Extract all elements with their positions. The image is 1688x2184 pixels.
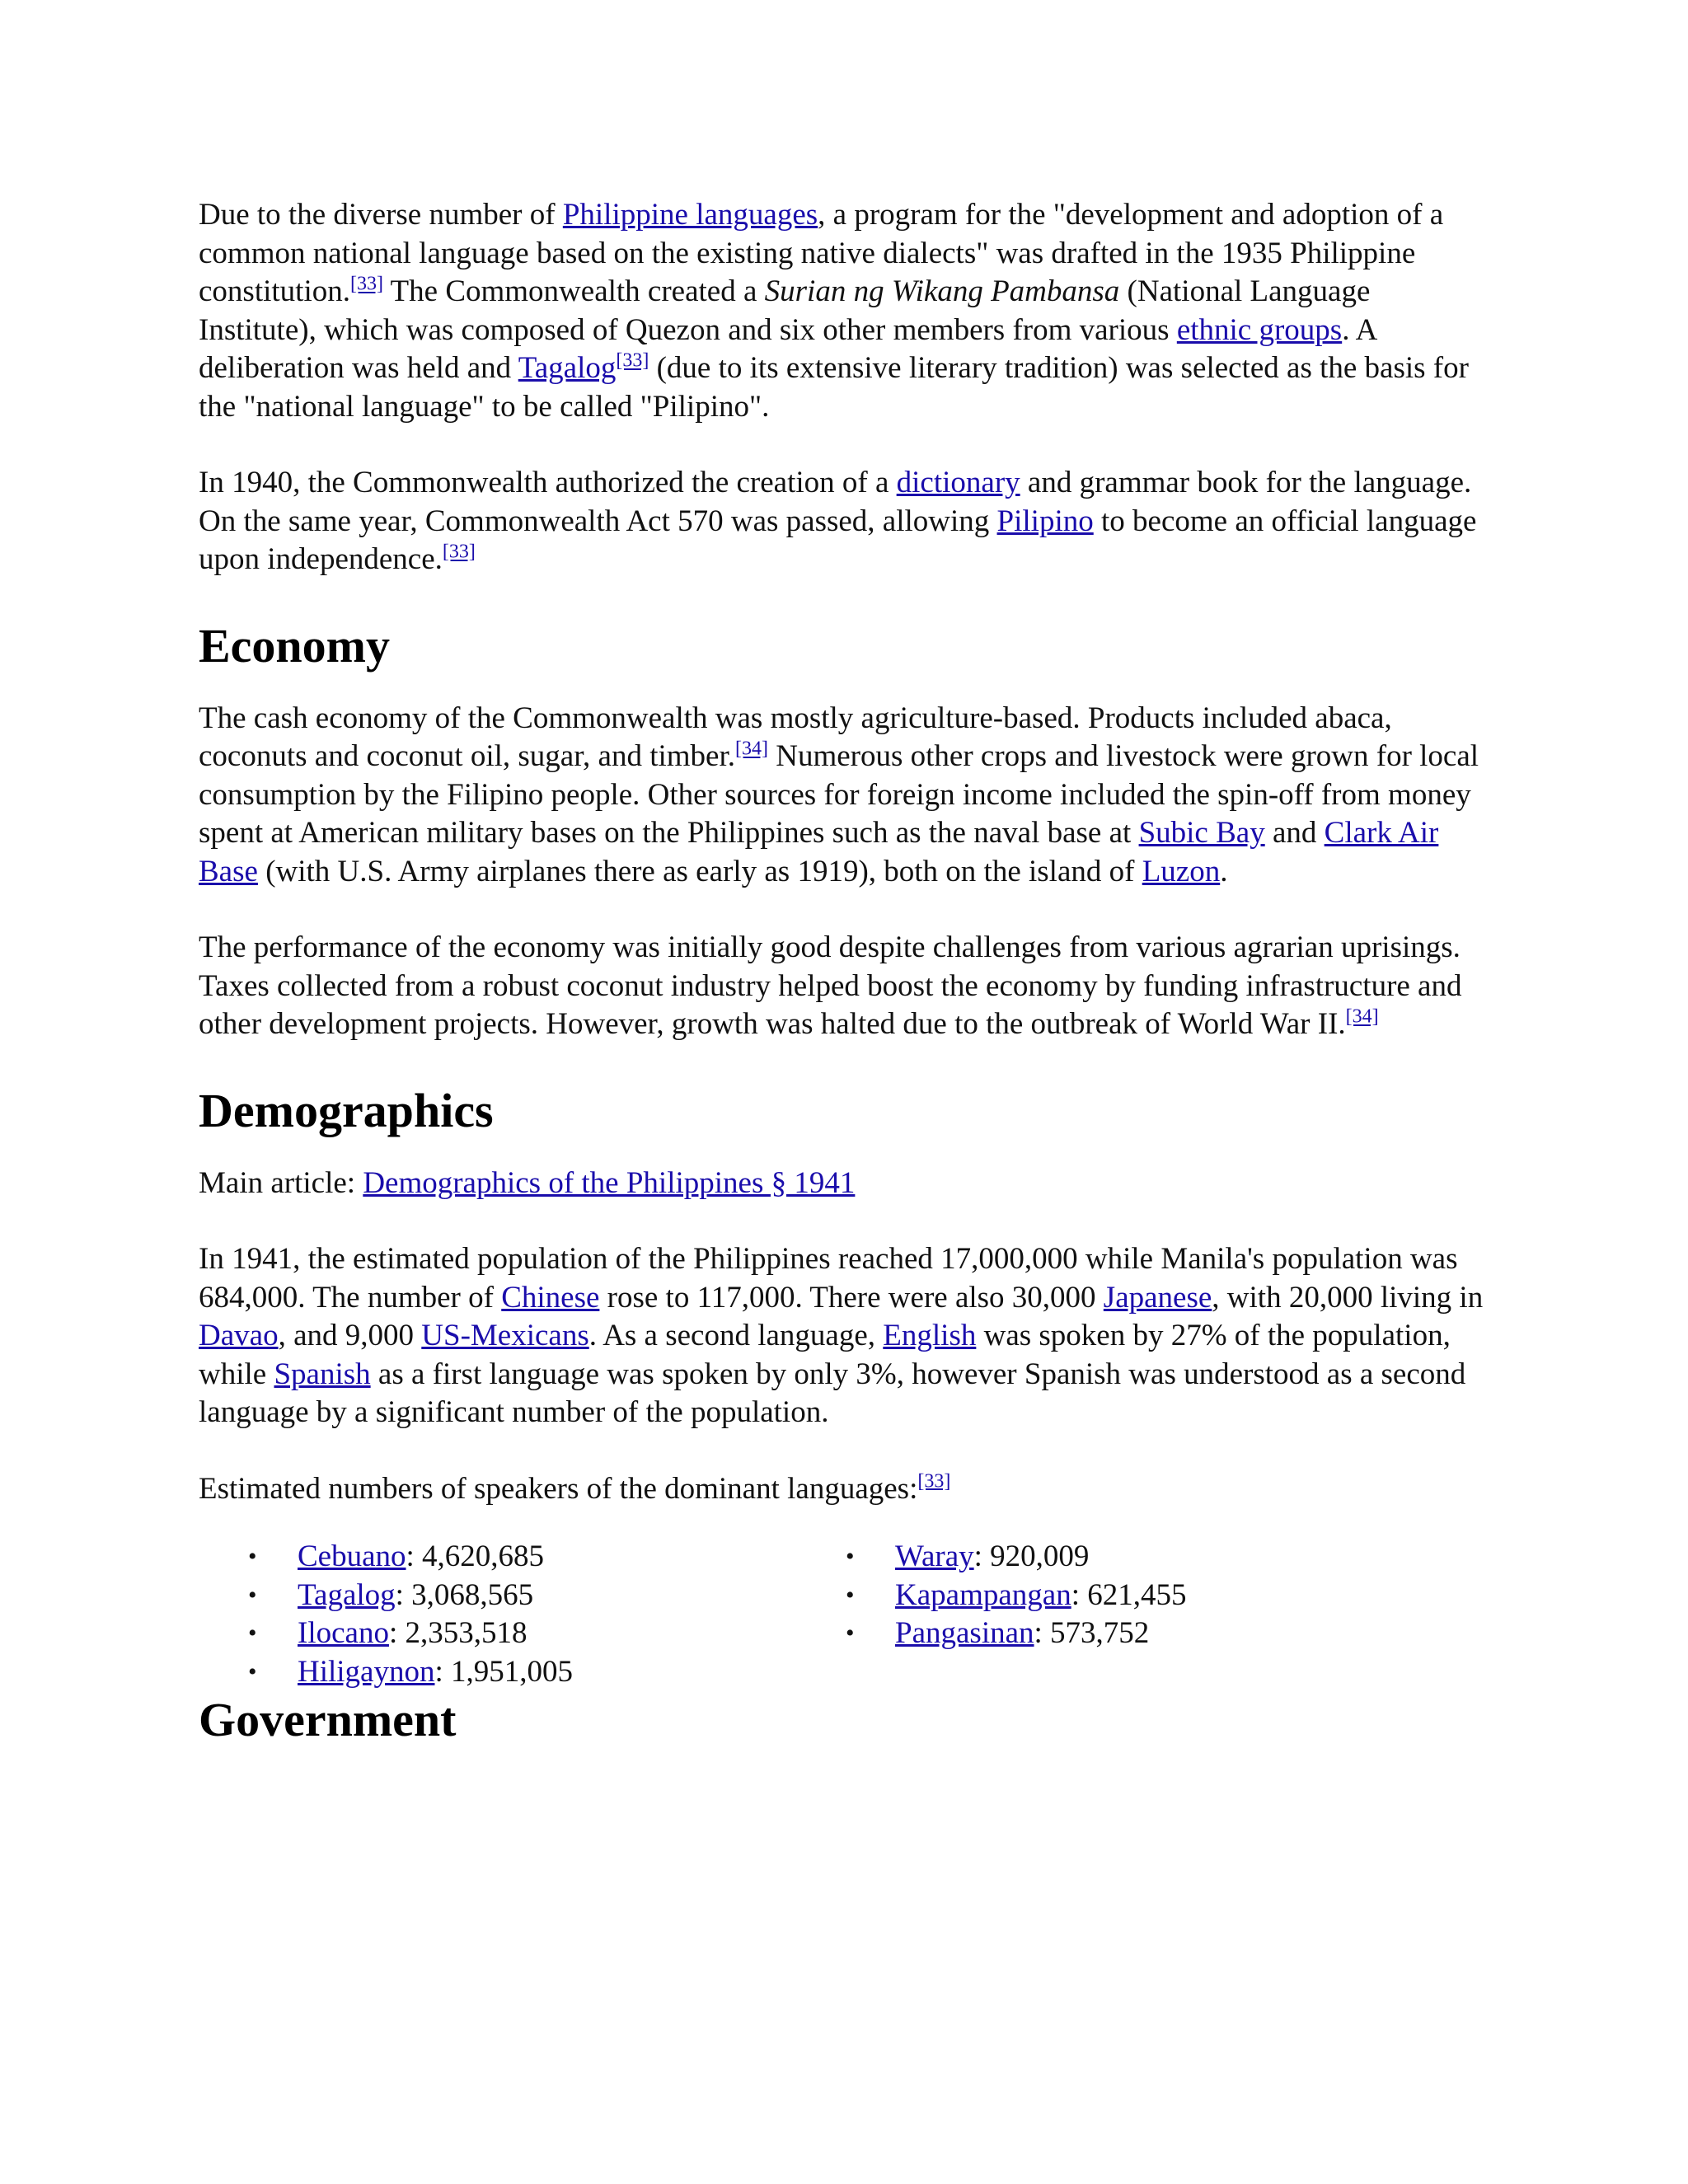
speaker-count: : 4,620,685: [406, 1540, 545, 1573]
bullet-icon: •: [248, 1543, 257, 1570]
link-hiligaynon[interactable]: Hiligaynon: [298, 1654, 435, 1689]
link-cebuano[interactable]: Cebuano: [298, 1540, 406, 1573]
citation-link[interactable]: [33]: [616, 349, 649, 372]
text: (with U.S. Army airplanes there as early as 1919), both on the island of: [257, 854, 1142, 888]
language-list: [199, 1538, 895, 1691]
language-list: [846, 1538, 1187, 1653]
list-item: [846, 1615, 1186, 1653]
bullet-icon: •: [248, 1619, 257, 1647]
citation-link[interactable]: [34]: [735, 738, 768, 760]
citation-ref[interactable]: [350, 274, 383, 295]
text: and grammar book for the language. On the same year, Commonwealth Act 570 was passed, allowing: [199, 466, 1472, 538]
heading-government: Government: [199, 1693, 457, 1746]
paragraph-dictionary: [199, 464, 1493, 579]
text: (due to its extensive literary tradition) was selected as the basis for the "national language" to be called "Pilipino".: [199, 351, 1469, 424]
main-article-label: Main article:: [199, 1165, 363, 1200]
paragraph-economy-1: [199, 700, 1493, 892]
list-item: [846, 1538, 1186, 1577]
link-us-mexicans[interactable]: US-Mexicans: [421, 1319, 589, 1352]
text: Due to the diverse number of: [199, 198, 563, 232]
bullet-icon: •: [248, 1657, 257, 1685]
citation-ref[interactable]: [1346, 1006, 1379, 1028]
link-dictionary[interactable]: dictionary: [896, 466, 1020, 499]
link-pilipino[interactable]: Pilipino: [996, 504, 1094, 538]
text: was spoken by 27% of the population, while: [199, 1319, 1451, 1391]
link-philippine-languages[interactable]: Philippine languages: [562, 198, 818, 232]
text: rose to 117,000. There were also 30,000: [599, 1280, 1104, 1315]
text: Estimated numbers of speakers of the dominant languages:: [199, 1471, 918, 1506]
link-waray[interactable]: Waray: [895, 1540, 974, 1573]
text: . A deliberation was held and: [199, 312, 1376, 385]
link-japanese[interactable]: Japanese: [1103, 1280, 1212, 1315]
list-item: [248, 1615, 895, 1653]
citation-link[interactable]: [34]: [1345, 1005, 1379, 1028]
article-body: [199, 196, 1493, 1774]
speakers-intro: [199, 1470, 1493, 1509]
heading-demographics: Demographics: [199, 1083, 494, 1137]
link-main-article[interactable]: Demographics of the Philippines § 1941: [363, 1165, 856, 1200]
link-clark-air-base[interactable]: Clark Air Base: [199, 816, 1439, 888]
bullet-icon: •: [846, 1543, 855, 1570]
paragraph-demographics: [199, 1240, 1493, 1432]
link-tagalog-lang[interactable]: Tagalog: [298, 1577, 396, 1612]
text: The Commonwealth created a: [382, 274, 765, 308]
link-tagalog[interactable]: Tagalog: [518, 351, 617, 385]
language-column-1: [199, 1538, 895, 1691]
text: .: [1220, 854, 1228, 888]
citation-ref[interactable]: [735, 738, 768, 760]
bullet-icon: •: [846, 1619, 855, 1647]
text: to become an official language upon independence.: [199, 504, 1477, 576]
main-article-note: [199, 1165, 1493, 1203]
link-luzon[interactable]: Luzon: [1142, 854, 1221, 888]
speaker-count: : 621,455: [1071, 1577, 1187, 1612]
text: The performance of the economy was initially good despite challenges from various agrarian uprisings. Taxes collected from a robust coconut industry helped boost the economy by funding infrastructure and other development projects. However, growth was halted due to the outbreak of World War II.: [199, 930, 1462, 1041]
text: , and 9,000: [278, 1319, 422, 1352]
list-item: [248, 1577, 895, 1615]
language-speaker-lists: [199, 1538, 1493, 1691]
italic-term: Surian ng Wikang Pambansa: [764, 274, 1120, 308]
text: In 1940, the Commonwealth authorized the creation of a: [199, 466, 897, 499]
link-english[interactable]: English: [883, 1319, 977, 1352]
citation-link[interactable]: [33]: [917, 1470, 951, 1493]
link-spanish[interactable]: Spanish: [274, 1357, 371, 1391]
link-ilocano[interactable]: Ilocano: [298, 1616, 389, 1650]
text: , a program for the "development and adoption of a common national language based on the existing native dialects" was drafted in the 1935 Philippine constitution.: [199, 198, 1444, 308]
paragraph-economy-2: [199, 929, 1493, 1044]
bullet-icon: •: [248, 1581, 257, 1609]
citation-ref[interactable]: [917, 1470, 950, 1492]
link-chinese[interactable]: Chinese: [501, 1280, 600, 1315]
text: as a first language was spoken by only 3%, however Spanish was understood as a second language by a significant number of the population.: [199, 1357, 1466, 1429]
text: , with 20,000 living in: [1212, 1280, 1484, 1315]
text: . As a second language,: [588, 1319, 884, 1352]
speaker-count: : 573,752: [1034, 1616, 1150, 1650]
citation-link[interactable]: [33]: [442, 541, 476, 563]
paragraph-national-language: [199, 196, 1493, 426]
text: In 1941, the estimated population of the Philippines reached 17,000,000 while Manila's population was 684,000. The number of: [199, 1242, 1458, 1315]
speaker-count: : 1,951,005: [434, 1654, 574, 1689]
speaker-count: : 3,068,565: [395, 1577, 534, 1612]
link-pangasinan[interactable]: Pangasinan: [895, 1616, 1034, 1650]
list-item: [846, 1577, 1187, 1615]
link-kapampangan[interactable]: Kapampangan: [895, 1577, 1071, 1612]
language-column-2: [846, 1538, 1187, 1691]
speaker-count: : 2,353,518: [388, 1616, 528, 1650]
speaker-count: : 920,009: [973, 1540, 1090, 1573]
link-ethnic-groups[interactable]: ethnic groups: [1176, 312, 1343, 347]
list-item: [248, 1538, 895, 1577]
link-davao[interactable]: Davao: [199, 1319, 279, 1352]
text: (National Language Institute), which was composed of Quezon and six other members from various: [199, 274, 1371, 347]
citation-ref[interactable]: [443, 541, 476, 563]
citation-ref[interactable]: [616, 350, 649, 372]
heading-economy: Economy: [199, 618, 390, 673]
text: The cash economy of the Commonwealth was mostly agriculture-based. Products included abaca, coconuts and coconut oil, sugar, and timber.: [199, 701, 1392, 773]
text: and: [1264, 816, 1325, 850]
text: Numerous other crops and livestock were grown for local consumption by the Filipino people. Other sources for foreign income included the spin-off from money spent at American military bases on the Philippines such as the naval base at: [199, 739, 1479, 850]
bullet-icon: •: [846, 1581, 855, 1609]
list-item: [248, 1653, 895, 1692]
citation-link[interactable]: [33]: [349, 273, 383, 295]
link-subic-bay[interactable]: Subic Bay: [1138, 816, 1265, 850]
